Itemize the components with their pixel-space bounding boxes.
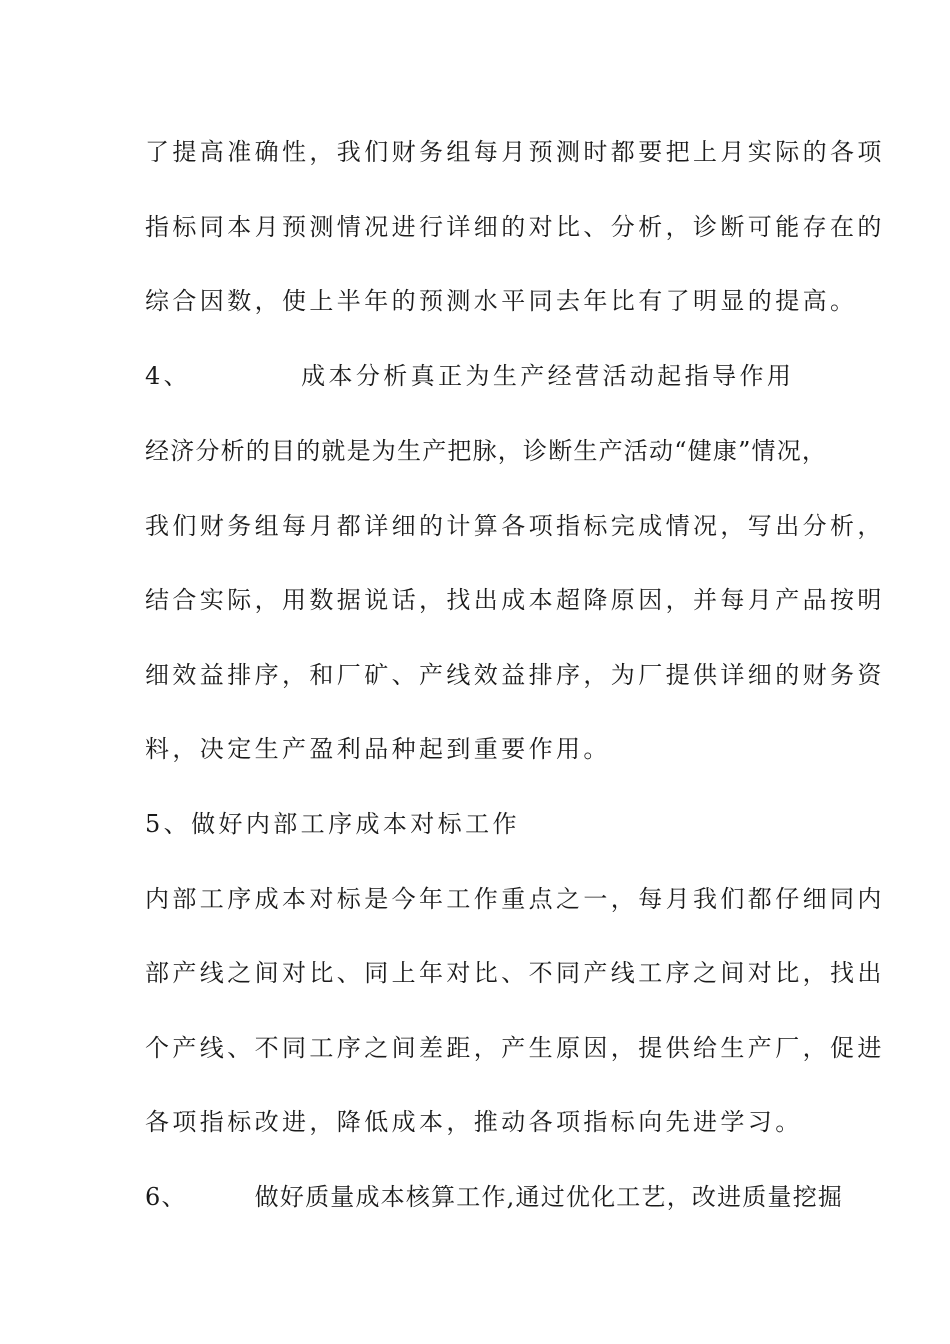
- section-heading-5: 5、做好内部工序成本对标工作: [145, 810, 520, 838]
- section-heading-6: [145, 1181, 843, 1213]
- section-number: 6、: [145, 1183, 187, 1211]
- paragraph-line: 内部工序成本对标是今年工作重点之一，每月我们都仔细同内: [145, 885, 885, 913]
- section-heading-4: [145, 360, 794, 392]
- paragraph-line: 细效益排序，和厂矿、产线效益排序，为厂提供详细的财务资: [145, 661, 885, 689]
- paragraph-line: 各项指标改进，降低成本，推动各项指标向先进学习。: [145, 1108, 803, 1136]
- paragraph-line: 了提高准确性，我们财务组每月预测时都要把上月实际的各项: [145, 138, 885, 166]
- section-title: 成本分析真正为生产经营活动起指导作用: [301, 362, 795, 390]
- paragraph-line: 部产线之间对比、同上年对比、不同产线工序之间对比，找出: [145, 959, 885, 987]
- paragraph-line: 综合因数，使上半年的预测水平同去年比有了明显的提高。: [145, 287, 858, 315]
- paragraph-line: 结合实际，用数据说话，找出成本超降原因，并每月产品按明: [145, 586, 885, 614]
- section-title: 做好质量成本核算工作,通过优化工艺，改进质量挖掘: [254, 1183, 844, 1211]
- paragraph-line: 指标同本月预测情况进行详细的对比、分析，诊断可能存在的: [145, 213, 885, 241]
- paragraph-line: 料，决定生产盈利品种起到重要作用。: [145, 735, 611, 763]
- paragraph-line: 我们财务组每月都详细的计算各项指标完成情况，写出分析，: [145, 512, 885, 540]
- paragraph-line: 经济分析的目的就是为生产把脉，诊断生产活动“健康”情况，: [145, 437, 828, 465]
- section-number: 4、: [145, 362, 192, 390]
- paragraph-line: 个产线、不同工序之间差距，产生原因，提供给生产厂，促进: [145, 1034, 885, 1062]
